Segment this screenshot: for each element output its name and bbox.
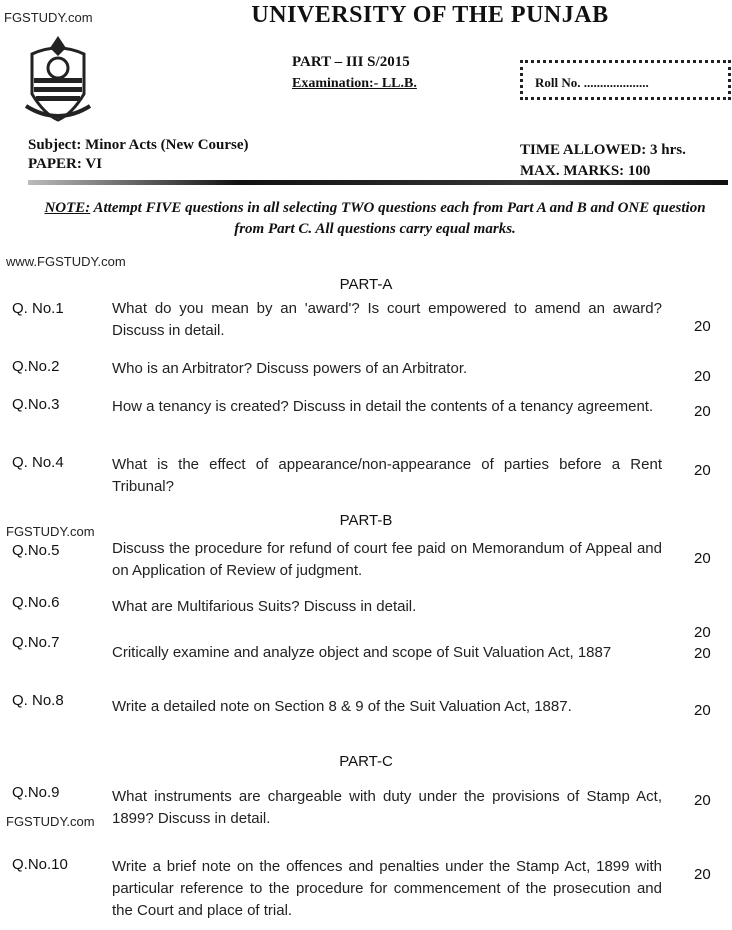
question-text: Write a detailed note on Section 8 & 9 of the Suit Valuation Act, 1887. (112, 698, 572, 715)
roll-no-box (520, 60, 731, 100)
question-number: Q.No.3 (12, 396, 60, 413)
question-marks: 20 (694, 624, 711, 641)
part-a-heading: PART-A (339, 276, 393, 293)
question-number: Q.No.9 (12, 784, 60, 801)
question-number: Q.No.6 (12, 594, 60, 611)
watermark: FGSTUDY.com (4, 10, 93, 25)
part-c-heading: PART-C (339, 753, 393, 770)
note-label: NOTE: (44, 200, 91, 216)
watermark: www.FGSTUDY.com (6, 254, 126, 269)
question-marks: 20 (694, 792, 711, 809)
question-text: What instruments are chargeable with duty under the provisions of Stamp Act, 1899? Discuss in detail. (112, 788, 662, 827)
question-number: Q.No.10 (12, 856, 68, 873)
question-number: Q. No.4 (12, 454, 64, 471)
question-text: Discuss the procedure for refund of court fee paid on Memorandum of Appeal and on Application of Review of judgment. (112, 540, 662, 579)
part-b-heading: PART-B (339, 512, 393, 529)
question-number: Q. No.1 (12, 300, 64, 317)
divider (28, 180, 728, 185)
question-marks: 20 (694, 550, 711, 567)
university-crest-logo (22, 34, 94, 124)
question-text: Write a brief note on the offences and penalties under the Stamp Act, 1899 with particular reference to the procedure for commencement of the prosecution and the Court and place of trial. (112, 858, 662, 919)
time-allowed: TIME ALLOWED: 3 hrs. (520, 142, 686, 158)
question-marks: 20 (694, 645, 711, 662)
note (30, 198, 720, 240)
question-text: What is the effect of appearance/non-appearance of parties before a Rent Tribunal? (112, 456, 662, 495)
exam-name: Examination:- LL.B. (292, 76, 417, 91)
question-text: How a tenancy is created? Discuss in detail the contents of a tenancy agreement. (112, 398, 654, 415)
question-text: What are Multifarious Suits? Discuss in detail. (112, 598, 417, 615)
university-title: UNIVERSITY OF THE PUNJAB (251, 2, 609, 28)
question-marks: 20 (694, 368, 711, 385)
paper: PAPER: VI (28, 156, 103, 172)
watermark: FGSTUDY.com (6, 524, 95, 539)
max-marks: MAX. MARKS: 100 (520, 163, 651, 179)
question-marks: 20 (694, 702, 711, 719)
question-text: What do you mean by an 'award'? Is court empowered to amend an award? Discuss in detail. (112, 300, 662, 339)
watermark: FGSTUDY.com (6, 814, 95, 829)
question-number: Q.No.7 (12, 634, 60, 651)
question-marks: 20 (694, 403, 711, 420)
question-marks: 20 (694, 462, 711, 479)
subject: Subject: Minor Acts (New Course) (28, 137, 249, 153)
question-number: Q.No.5 (12, 542, 60, 559)
roll-no-label: Roll No. .................... (535, 75, 649, 90)
question-marks: 20 (694, 318, 711, 335)
exam-part: PART – III S/2015 (292, 54, 410, 70)
question-number: Q.No.2 (12, 358, 60, 375)
question-number: Q. No.8 (12, 692, 64, 709)
question-text: Critically examine and analyze object and scope of Suit Valuation Act, 1887 (112, 644, 612, 661)
note-text: Attempt FIVE questions in all selecting TWO questions each from Part A and B and ONE question from Part C. All questions carry equal marks. (90, 200, 706, 237)
question-text: Who is an Arbitrator? Discuss powers of an Arbitrator. (112, 360, 468, 377)
question-marks: 20 (694, 866, 711, 883)
